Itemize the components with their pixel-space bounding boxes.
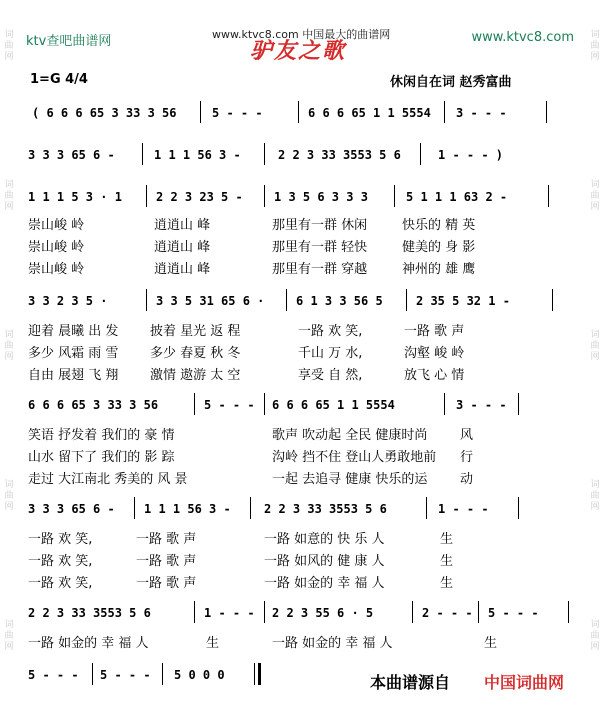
measure-group: 1 1 1 5 3 · 1 [28,190,122,204]
bar-line [548,185,549,207]
notation-row-7 [28,606,576,622]
measure-group: 6 6 6 65 1 1 5554 [272,398,395,412]
lyric-segment: 逍逍山 峰 [154,218,211,233]
measure-group: 2 - - - [422,606,473,620]
final-bar-line [254,663,261,685]
watermark-right-2: 词曲网 [590,180,600,212]
bar-line [92,663,93,685]
measure-group: 1 3 5 6 3 3 3 [274,190,368,204]
lyric-segment: 山水 留下了 我们的 影 踪 [28,450,175,465]
lyric-segment: 一路 如意的 快 乐 人 [264,532,385,547]
lyric-segment: 歌声 吹动起 全民 健康时尚 [272,428,428,443]
measure-group: 2 2 3 23 5 - [156,190,243,204]
lyric-segment: 神州的 雄 鹰 [402,262,476,277]
site-name-left: ktv查吧曲谱网 [26,34,112,49]
lyric-segment: 一路 歌 声 [136,576,197,591]
bar-line [426,497,427,519]
watermark-left-3: 词曲网 [4,330,14,362]
lyric-segment: 生 [440,576,454,591]
bar-line [478,601,479,623]
site-url-right: www.ktvc8.com [471,30,574,45]
measure-group: 6 6 6 65 1 1 5554 [308,106,431,120]
key-signature: 1=G 4/4 [30,72,88,87]
lyric-segment: 一路 欢 笑, [28,576,93,591]
measure-group: 2 35 5 32 1 - [416,294,510,308]
measure-group: 1 - - - [438,502,489,516]
lyric-segment: 崇山峻 岭 [28,218,85,233]
notation-row-6 [28,502,576,518]
lyric-segment: 一路 欢 笑, [28,554,93,569]
bar-line [194,393,195,415]
measure-group: 2 2 3 33 3553 5 6 [264,502,387,516]
lyric-segment: 那里有一群 穿越 [272,262,368,277]
bar-line [250,497,251,519]
notation-row-2 [28,148,576,164]
lyric-segment: 沟岭 挡不住 登山人勇敢地前 [272,450,437,465]
bar-line [146,289,147,311]
lyric-segment: 多少 春夏 秋 冬 [150,346,241,361]
lyric-segment: 一路 如风的 健 康 人 [264,554,385,569]
lyric-segment: 一路 歌 声 [136,554,197,569]
lyric-segment: 崇山峻 岭 [28,240,85,255]
bar-line [420,143,421,165]
lyric-segment: 一路 如金的 幸 福 人 [28,636,149,651]
song-title: 驴友之歌 [250,38,347,64]
measure-group: 3 3 3 65 6 - [28,148,115,162]
measure-group: 3 - - - [456,106,507,120]
bar-line [568,601,569,623]
measure-group: 3 3 5 31 65 6 · [156,294,265,308]
measure-group: 5 - - - [488,606,539,620]
lyric-segment: 一路 如金的 幸 福 人 [264,576,385,591]
watermark-right-5: 词曲网 [590,620,600,652]
measure-group: 6 1 3 3 56 5 [296,294,383,308]
measure-group: 6 6 6 65 3 33 3 56 [28,398,159,412]
bar-line [552,289,553,311]
lyric-segment: 快乐的 精 英 [402,218,476,233]
measure-group: 5 0 0 0 [174,668,225,682]
measure-group: 5 - - - [100,668,151,682]
bar-line [200,101,201,123]
measure-group: 2 2 3 33 3553 5 6 [278,148,401,162]
bar-line [298,101,299,123]
lyric-segment: 笑语 抒发着 我们的 豪 情 [28,428,175,443]
bar-line [518,497,519,519]
measure-group: 1 - - - ) [438,148,504,162]
lyric-segment: 动 [460,472,474,487]
lyric-segment: 生 [440,554,454,569]
bar-line [146,185,147,207]
bar-line [412,601,413,623]
watermark-left-1: 词曲网 [4,30,14,62]
watermark-right-4: 词曲网 [590,480,600,512]
lyric-segment: 生 [206,636,220,651]
watermark-right-1: 词曲网 [590,30,600,62]
bar-line [518,393,519,415]
lyric-segment: 崇山峻 岭 [28,262,85,277]
lyric-segment: 激情 遨游 太 空 [150,368,241,383]
lyric-segment: 一路 如金的 幸 福 人 [272,636,393,651]
measure-group: ( 6 6 6 65 3 33 3 56 [32,106,177,120]
measure-group: 2 2 3 55 6 · 5 [272,606,374,620]
lyric-segment: 生 [484,636,498,651]
lyric-segment: 逍逍山 峰 [154,240,211,255]
lyric-segment: 那里有一群 轻快 [272,240,368,255]
measure-group: 3 3 3 65 6 - [28,502,115,516]
bar-line [162,663,163,685]
measure-group: 1 1 1 56 3 - [154,148,241,162]
bar-line [264,185,265,207]
bar-line [264,393,265,415]
lyric-segment: 一起 去追寻 健康 快乐的运 [272,472,428,487]
bar-line [444,393,445,415]
lyric-segment: 一路 欢 笑, [28,532,93,547]
lyric-segment: 风 [460,428,474,443]
measure-group: 1 - - - [204,606,255,620]
lyric-segment: 放飞 心 情 [404,368,465,383]
measure-group: 3 - - - [456,398,507,412]
measure-group: 2 2 3 33 3553 5 6 [28,606,151,620]
source-label: 本曲谱源自 [370,673,451,692]
lyric-segment: 自由 展翅 飞 翔 [28,368,119,383]
lyric-segment: 那里有一群 休闲 [272,218,368,233]
notation-row-5 [28,398,576,414]
bar-line [286,289,287,311]
notation-row-4 [28,294,576,310]
bar-line [444,101,445,123]
site-url-center: www.ktvc8.com 中国最大的曲谱网 [212,28,391,41]
lyric-segment: 享受 自 然, [298,368,363,383]
lyric-segment: 逍逍山 峰 [154,262,211,277]
watermark-left-4: 词曲网 [4,480,14,512]
measure-group: 5 - - - [28,668,79,682]
measure-group: 3 3 2 3 5 · [28,294,108,308]
bar-line [264,601,265,623]
bar-line [406,289,407,311]
lyric-segment: 一路 欢 笑, [298,324,363,339]
bar-line [134,497,135,519]
lyric-segment: 沟壑 峻 岭 [404,346,465,361]
lyric-segment: 多少 风霜 雨 雪 [28,346,119,361]
bar-line [194,601,195,623]
lyric-segment: 生 [440,532,454,547]
lyric-segment: 走过 大江南北 秀美的 风 景 [28,472,188,487]
measure-group: 1 1 1 56 3 - [144,502,231,516]
bar-line [264,143,265,165]
watermark-left-5: 词曲网 [4,620,14,652]
measure-group: 5 - - - [212,106,263,120]
lyric-segment: 一路 歌 声 [136,532,197,547]
watermark-right-3: 词曲网 [590,330,600,362]
watermark-left-2: 词曲网 [4,180,14,212]
notation-row-3 [28,190,576,206]
bar-line [394,185,395,207]
measure-group: 5 - - - [204,398,255,412]
lyric-segment: 健美的 身 影 [402,240,476,255]
bar-line [142,143,143,165]
song-credit: 休闲自在词 赵秀富曲 [390,75,512,90]
lyric-segment: 迎着 晨曦 出 发 [28,324,119,339]
measure-group: 5 1 1 1 63 2 - [406,190,508,204]
source-site: 中国词曲网 [484,673,565,692]
lyric-segment: 一路 歌 声 [404,324,465,339]
lyric-segment: 千山 万 水, [298,346,363,361]
lyric-segment: 披着 星光 返 程 [150,324,241,339]
lyric-segment: 行 [460,450,474,465]
bar-line [546,101,547,123]
notation-row-1 [28,106,576,122]
